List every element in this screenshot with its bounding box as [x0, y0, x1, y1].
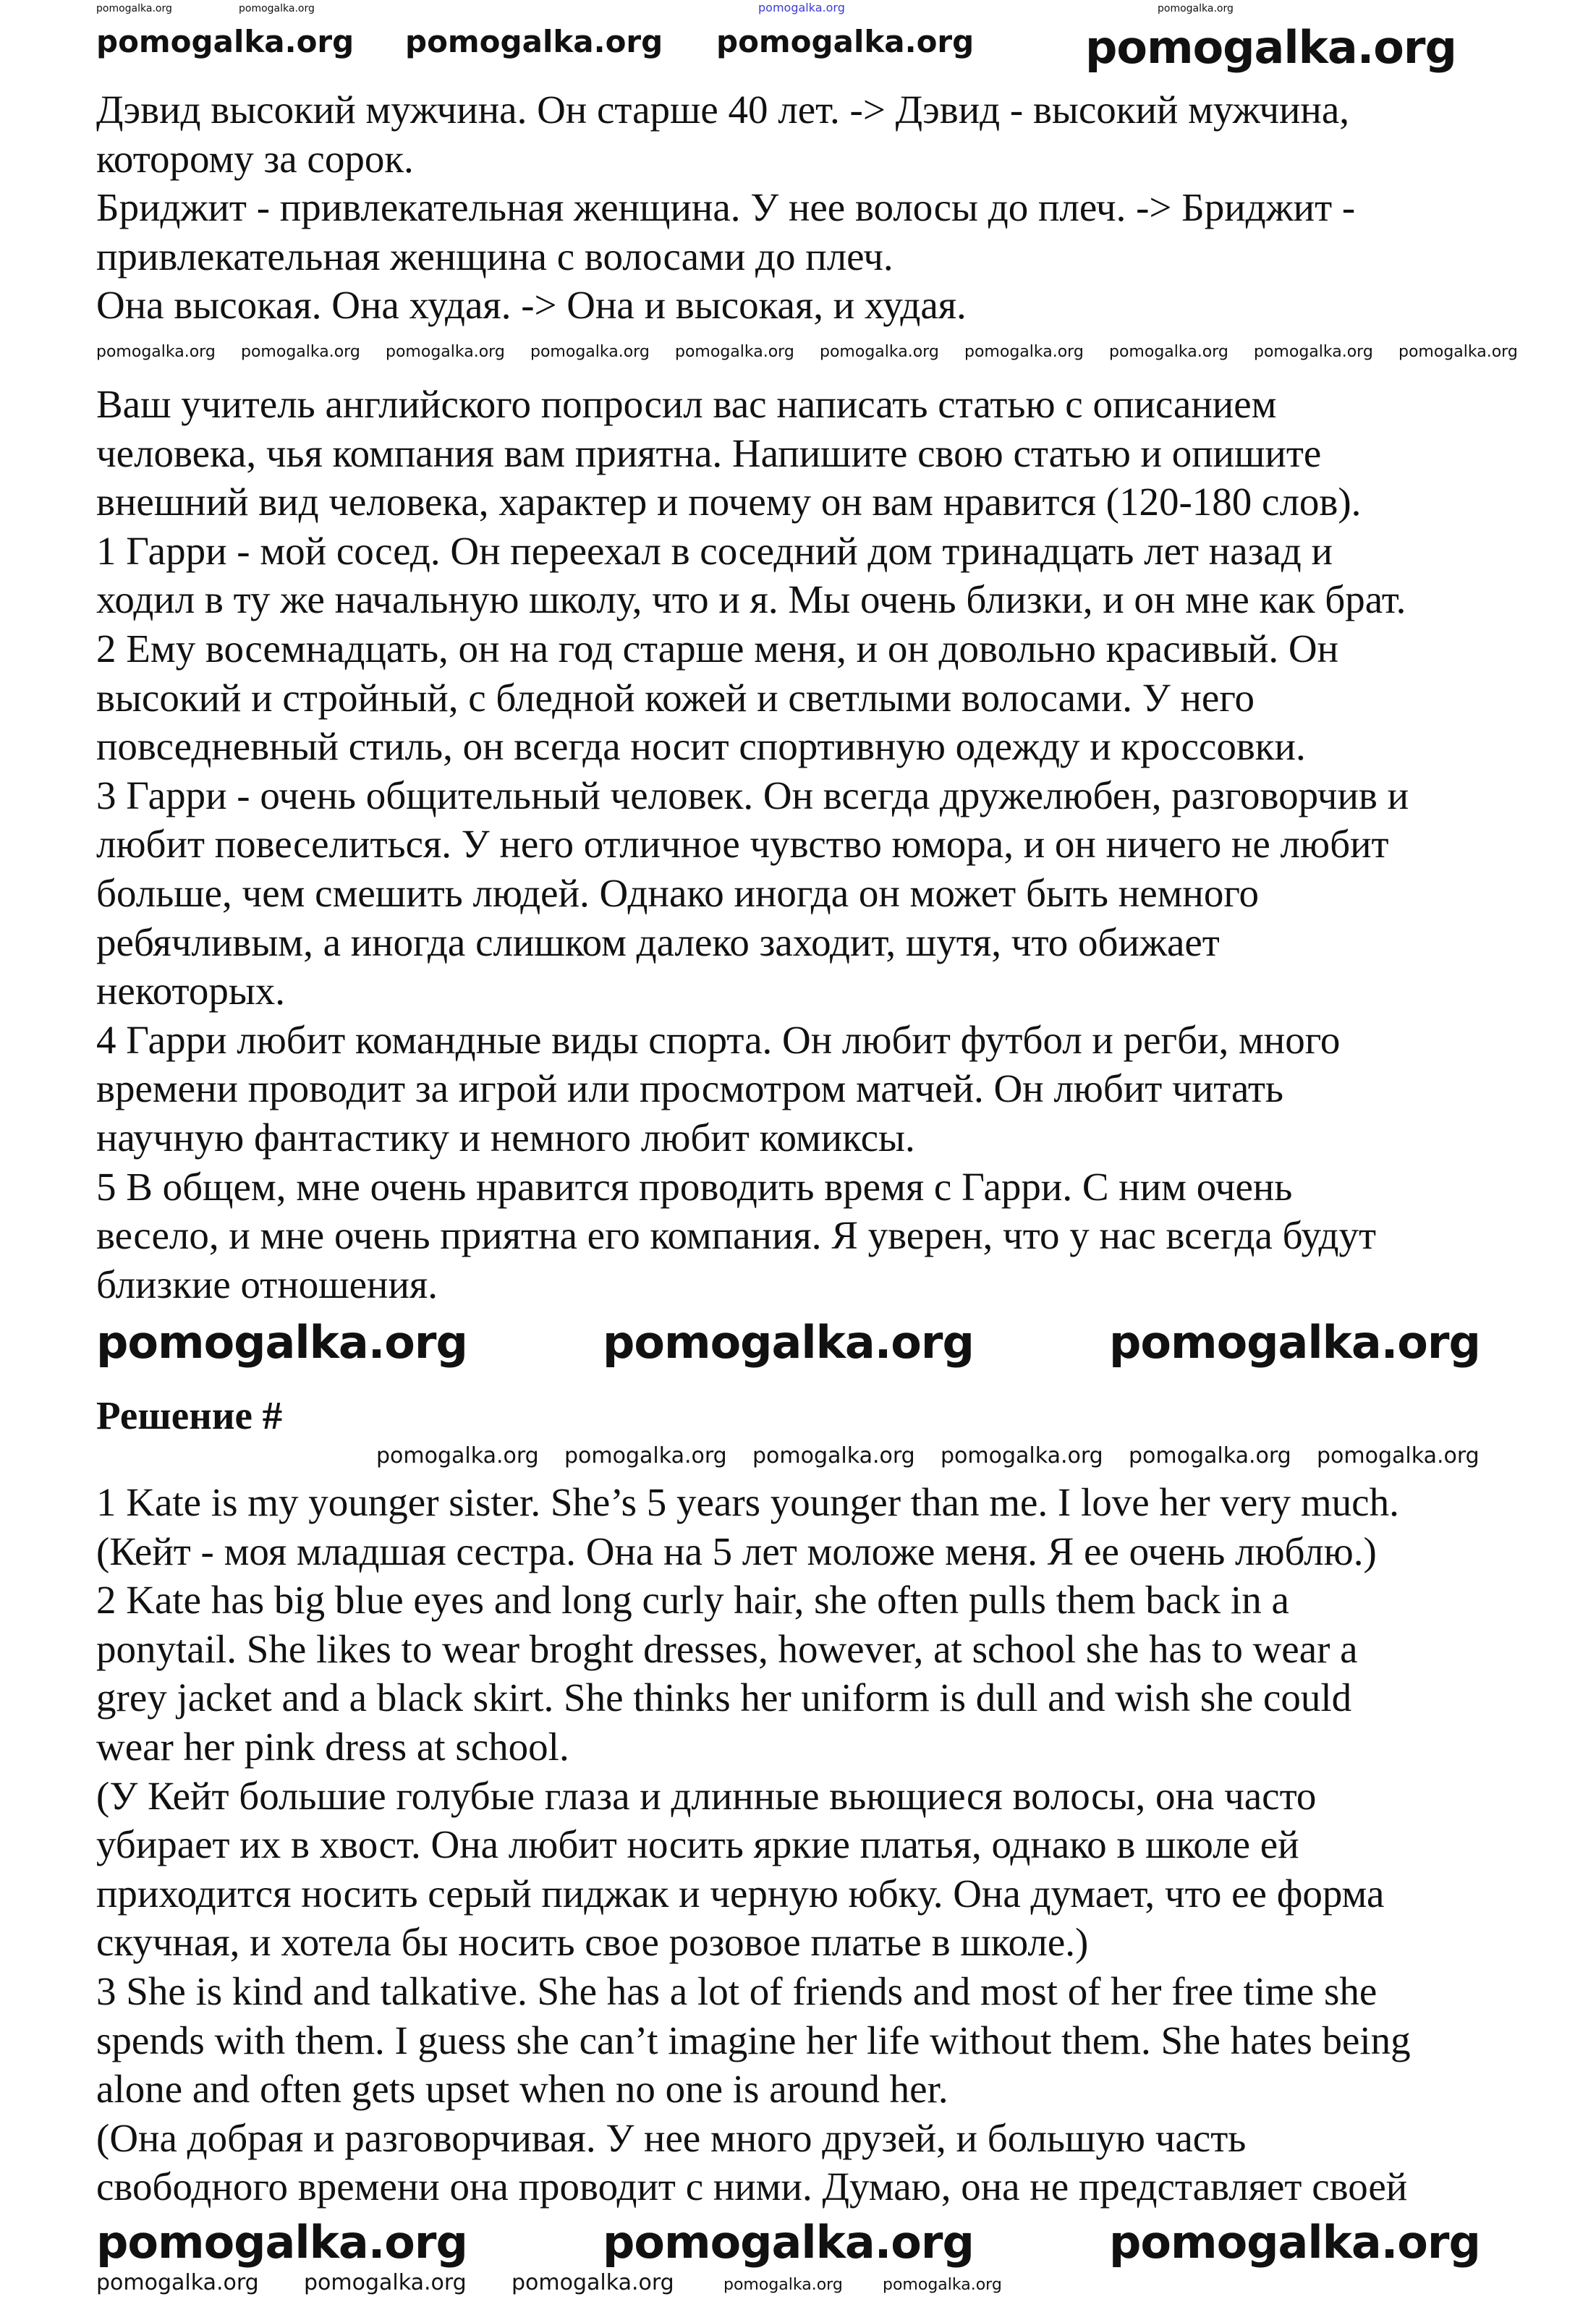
- watermark: pomogalka.org: [723, 2276, 843, 2294]
- watermark: pomogalka.org: [941, 1443, 1103, 1469]
- text-line: времени проводит за игрой или просмотром матчей. Он любит читать: [96, 1066, 1284, 1111]
- text-line: ponytail. She likes to wear broght dresses, however, at school she has to wear a: [96, 1626, 1358, 1671]
- watermark: pomogalka.org: [304, 2270, 467, 2295]
- watermark: pomogalka.org: [1109, 1316, 1480, 1369]
- text-line: 5 В общем, мне очень нравится проводить время с Гарри. С ним очень: [96, 1164, 1293, 1209]
- text-line: приходится носить серый пиджак и черную юбку. Она думает, что ее форма: [96, 1871, 1385, 1916]
- section1-text: [96, 85, 1355, 330]
- text-line: Дэвид высокий мужчина. Он старше 40 лет. -> Дэвид - высокий мужчина,: [96, 88, 1350, 132]
- watermark: pomogalka.org: [530, 343, 650, 361]
- text-line: убирает их в хвост. Она любит носить яркие платья, однако в школе ей: [96, 1822, 1299, 1867]
- text-line: ребячливым, а иногда слишком далеко заходит, шутя, что обижает: [96, 919, 1220, 964]
- watermark: pomogalka.org: [1158, 3, 1234, 14]
- watermark: pomogalka.org: [241, 343, 360, 361]
- watermark: pomogalka.org: [96, 2216, 467, 2269]
- text-line: весело, и мне очень приятна его компания. Я уверен, что у нас всегда будут: [96, 1213, 1377, 1258]
- watermark: pomogalka.org: [239, 3, 315, 14]
- watermark: pomogalka.org: [1109, 343, 1228, 361]
- watermark: pomogalka.org: [96, 24, 355, 59]
- watermark: pomogalka.org: [96, 3, 172, 14]
- text-line: wear her pink dress at school.: [96, 1724, 569, 1769]
- watermark: pomogalka.org: [96, 1316, 467, 1369]
- text-line: свободного времени она проводит с ними. Думаю, она не представляет своей: [96, 2164, 1408, 2209]
- text-line: повседневный стиль, он всегда носит спортивную одежду и кроссовки.: [96, 724, 1306, 769]
- watermark: pomogalka.org: [1085, 21, 1456, 74]
- text-line: spends with them. I guess she can’t imagine her life without them. She hates being: [96, 2018, 1411, 2062]
- watermark: pomogalka.org: [96, 343, 216, 361]
- watermark: pomogalka.org: [1254, 343, 1373, 361]
- text-line: больше, чем смешить людей. Однако иногда он может быть немного: [96, 870, 1260, 915]
- text-line: которому за сорок.: [96, 136, 414, 181]
- text-line: высокий и стройный, с бледной кожей и светлыми волосами. У него: [96, 675, 1255, 720]
- section2-text: [96, 380, 1409, 1309]
- text-line: некоторых.: [96, 969, 286, 1013]
- text-line: Бриджит - привлекательная женщина. У нее волосы до плеч. -> Бриджит -: [96, 185, 1356, 230]
- watermark: pomogalka.org: [405, 24, 663, 59]
- text-line: внешний вид человека, характер и почему он вам нравится (120-180 слов).: [96, 480, 1362, 524]
- text-line: grey jacket and a black skirt. She thinks her uniform is dull and wish she could: [96, 1675, 1352, 1720]
- watermark: pomogalka.org: [1398, 343, 1518, 361]
- text-line: 2 Ему восемнадцать, он на год старше меня, и он довольно красивый. Он: [96, 626, 1339, 671]
- watermark: pomogalka.org: [675, 343, 794, 361]
- text-line: alone and often gets upset when no one is around her.: [96, 2067, 948, 2112]
- text-line: 1 Гарри - мой сосед. Он переехал в соседний дом тринадцать лет назад и: [96, 528, 1333, 573]
- solution-heading: Решение #: [96, 1393, 283, 1437]
- text-line: ходил в ту же начальную школу, что и я. Мы очень близки, и он мне как брат.: [96, 577, 1406, 622]
- text-line: (Кейт - моя младшая сестра. Она на 5 лет моложе меня. Я ее очень люблю.): [96, 1529, 1377, 1573]
- watermark: pomogalka.org: [96, 2270, 259, 2295]
- watermark: pomogalka.org: [820, 343, 939, 361]
- watermark: pomogalka.org: [716, 24, 975, 59]
- text-line: 2 Kate has big blue eyes and long curly hair, she often pulls them back in a: [96, 1578, 1289, 1623]
- text-line: 3 Гарри - очень общительный человек. Он всегда дружелюбен, разговорчив и: [96, 773, 1409, 817]
- watermark: pomogalka.org: [603, 2216, 974, 2269]
- text-line: привлекательная женщина с волосами до плеч.: [96, 234, 893, 279]
- watermark: pomogalka.org: [564, 1443, 727, 1469]
- text-line: скучная, и хотела бы носить свое розовое платье в школе.): [96, 1920, 1089, 1965]
- watermark: pomogalka.org: [603, 1316, 974, 1369]
- text-line: 1 Kate is my younger sister. She’s 5 years younger than me. I love her very much.: [96, 1480, 1399, 1524]
- text-line: 4 Гарри любит командные виды спорта. Он любит футбол и регби, много: [96, 1017, 1341, 1062]
- watermark: pomogalka.org: [386, 343, 505, 361]
- watermark: pomogalka.org: [752, 1443, 915, 1469]
- watermark: pomogalka.org: [758, 1, 845, 14]
- text-line: человека, чья компания вам приятна. Напишите свою статью и опишите: [96, 430, 1322, 475]
- text-line: Ваш учитель английского попросил вас написать статью с описанием: [96, 382, 1277, 426]
- watermark: pomogalka.org: [512, 2270, 674, 2295]
- watermark: pomogalka.org: [883, 2276, 1002, 2294]
- text-line: близкие отношения.: [96, 1262, 438, 1306]
- watermark: pomogalka.org: [1129, 1443, 1291, 1469]
- text-line: Она высокая. Она худая. -> Она и высокая, и худая.: [96, 283, 967, 328]
- text-line: научную фантастику и немного любит комиксы.: [96, 1115, 915, 1160]
- watermark: pomogalka.org: [1109, 2216, 1480, 2269]
- text-line: (Она добрая и разговорчивая. У нее много друзей, и большую часть: [96, 2115, 1247, 2160]
- watermark: pomogalka.org: [964, 343, 1084, 361]
- text-line: любит повеселиться. У него отличное чувство юмора, и он ничего не любит: [96, 822, 1389, 867]
- text-line: (У Кейт большие голубые глаза и длинные вьющиеся волосы, она часто: [96, 1773, 1317, 1818]
- text-line: 3 She is kind and talkative. She has a lot of friends and most of her free time she: [96, 1968, 1378, 2013]
- section3-text: [96, 1478, 1411, 2211]
- watermark: pomogalka.org: [1317, 1443, 1480, 1469]
- watermark: pomogalka.org: [376, 1443, 539, 1469]
